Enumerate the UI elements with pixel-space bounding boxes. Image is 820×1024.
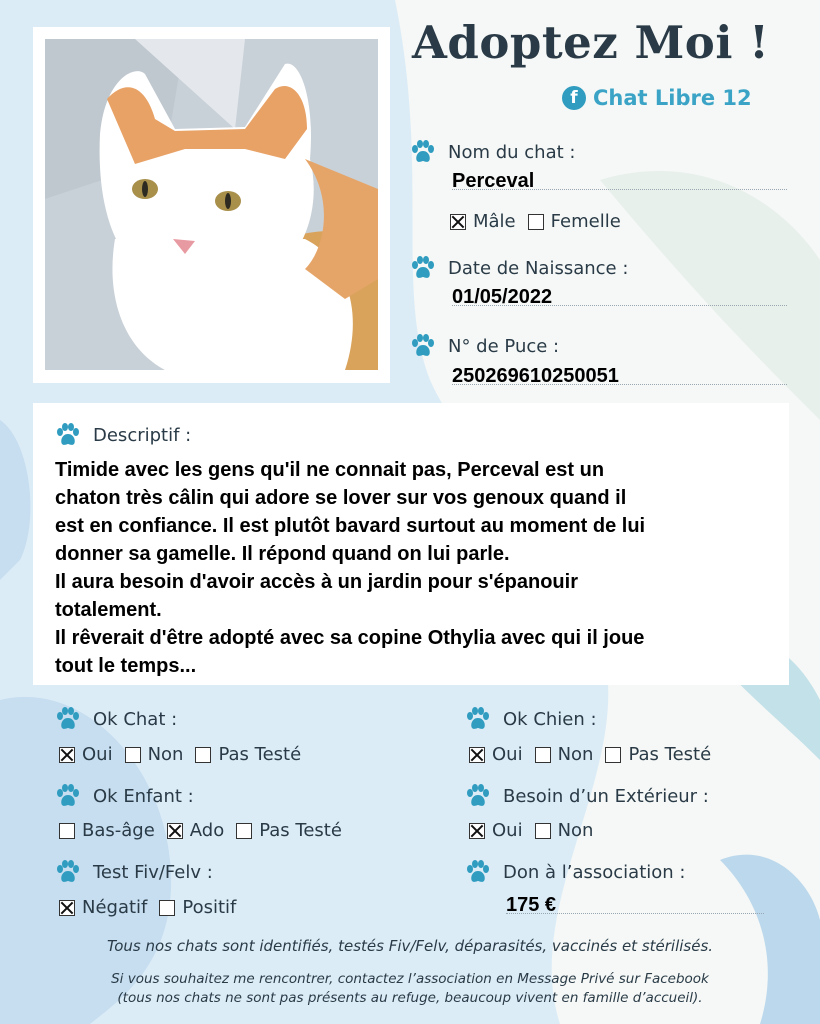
name-label: Nom du chat : — [448, 141, 576, 163]
divider — [506, 913, 764, 914]
name-field-label — [410, 140, 575, 164]
chip-label: N° de Puce : — [448, 335, 560, 357]
description-field-label — [55, 423, 191, 447]
ok-chat-options — [59, 744, 313, 765]
ok-chat-option-untested[interactable]: Pas Testé — [195, 744, 301, 765]
option-female[interactable]: Femelle — [528, 211, 621, 232]
checkbox[interactable] — [469, 823, 485, 839]
don-label: Don à l’association : — [503, 861, 686, 883]
checkbox[interactable] — [159, 900, 175, 916]
checkbox[interactable] — [59, 747, 75, 763]
facebook-icon: f — [562, 86, 586, 110]
checkbox[interactable] — [535, 823, 551, 839]
paw-icon — [465, 860, 491, 884]
test-fiv-options — [59, 897, 248, 918]
divider — [452, 189, 787, 190]
description-text: Timide avec les gens qu'il ne connait pas, Perceval est un chaton très câlin qui adore se lover sur vos genoux quand il est en confiance. Il est plutôt bavard surtout au moment de lui donner sa gamelle. Il répond quand on lui parle. Il aura besoin d'avoir accès à un jardin pour s'épanouir totalement. Il rêverait d'être adopté avec sa copine Othylia avec qui il joue tout le temps... — [55, 459, 646, 677]
option-male[interactable]: Mâle — [450, 211, 516, 232]
divider — [452, 305, 787, 306]
paw-icon — [55, 860, 81, 884]
paw-icon — [410, 334, 436, 358]
paw-icon — [465, 707, 491, 731]
test-fiv-label: Test Fiv/Felv : — [93, 861, 213, 883]
paw-icon — [55, 423, 81, 447]
checkbox[interactable] — [59, 900, 75, 916]
ok-enfant-options — [59, 820, 354, 841]
ok-enfant-option-untested[interactable]: Pas Testé — [236, 820, 342, 841]
don-field-label — [465, 860, 685, 884]
ok-chat-option-no[interactable]: Non — [125, 744, 184, 765]
ok-enfant-option-toddler[interactable]: Bas-âge — [59, 820, 155, 841]
footer-contact — [0, 970, 820, 1008]
checkbox[interactable] — [195, 747, 211, 763]
checkbox[interactable] — [167, 823, 183, 839]
test-fiv-field-label — [55, 860, 213, 884]
birth-field-label — [410, 256, 628, 280]
exterieur-option-yes[interactable]: Oui — [469, 820, 523, 841]
sex-options — [450, 211, 633, 232]
ok-chien-label: Ok Chien : — [503, 708, 597, 730]
paw-icon — [55, 784, 81, 808]
ok-chien-option-untested[interactable]: Pas Testé — [605, 744, 711, 765]
paw-icon — [410, 256, 436, 280]
ok-chien-option-no[interactable]: Non — [535, 744, 594, 765]
ok-chat-label: Ok Chat : — [93, 708, 178, 730]
cat-name: Perceval — [452, 170, 535, 192]
exterieur-label: Besoin d’un Extérieur : — [503, 785, 709, 807]
ok-chien-options — [469, 744, 723, 765]
facebook-label: Chat Libre 12 — [593, 86, 752, 110]
exterieur-field-label — [465, 784, 709, 808]
paw-icon — [55, 707, 81, 731]
checkbox[interactable] — [605, 747, 621, 763]
page-title: Adoptez Moi ! — [412, 16, 770, 69]
description-label: Descriptif : — [93, 424, 192, 446]
exterieur-options — [469, 820, 605, 841]
ok-enfant-field-label — [55, 784, 194, 808]
ok-chien-option-yes[interactable]: Oui — [469, 744, 523, 765]
birth-date: 01/05/2022 — [452, 286, 553, 308]
exterieur-option-no[interactable]: Non — [535, 820, 594, 841]
checkbox[interactable] — [535, 747, 551, 763]
facebook-link[interactable] — [562, 86, 752, 110]
ok-chat-option-yes[interactable]: Oui — [59, 744, 113, 765]
test-fiv-option-positive[interactable]: Positif — [159, 897, 236, 918]
divider — [452, 384, 787, 385]
ok-enfant-label: Ok Enfant : — [93, 785, 194, 807]
test-fiv-option-negative[interactable]: Négatif — [59, 897, 147, 918]
paw-icon — [410, 140, 436, 164]
ok-enfant-option-teen[interactable]: Ado — [167, 820, 224, 841]
chip-field-label — [410, 334, 559, 358]
checkbox[interactable] — [469, 747, 485, 763]
footer-note: Tous nos chats sont identifiés, testés Fiv/Felv, déparasités, vaccinés et stérilisés. — [106, 937, 714, 955]
paw-icon — [465, 784, 491, 808]
photo-frame — [33, 27, 390, 383]
checkbox[interactable] — [236, 823, 252, 839]
female-checkbox[interactable] — [528, 214, 544, 230]
checkbox[interactable] — [59, 823, 75, 839]
footer-contact-line: Si vous souhaitez me rencontrer, contactez l’association en Message Privé sur Facebook — [111, 971, 709, 987]
male-checkbox[interactable] — [450, 214, 466, 230]
birth-label: Date de Naissance : — [448, 257, 629, 279]
ok-chat-field-label — [55, 707, 177, 731]
don-value: 175 € — [506, 894, 557, 916]
footer-contact-line: (tous nos chats ne sont pas présents au refuge, beaucoup vivent en famille d’accueil). — [117, 990, 703, 1006]
chip-number: 250269610250051 — [452, 365, 619, 387]
ok-chien-field-label — [465, 707, 597, 731]
cat-photo — [45, 39, 378, 370]
checkbox[interactable] — [125, 747, 141, 763]
